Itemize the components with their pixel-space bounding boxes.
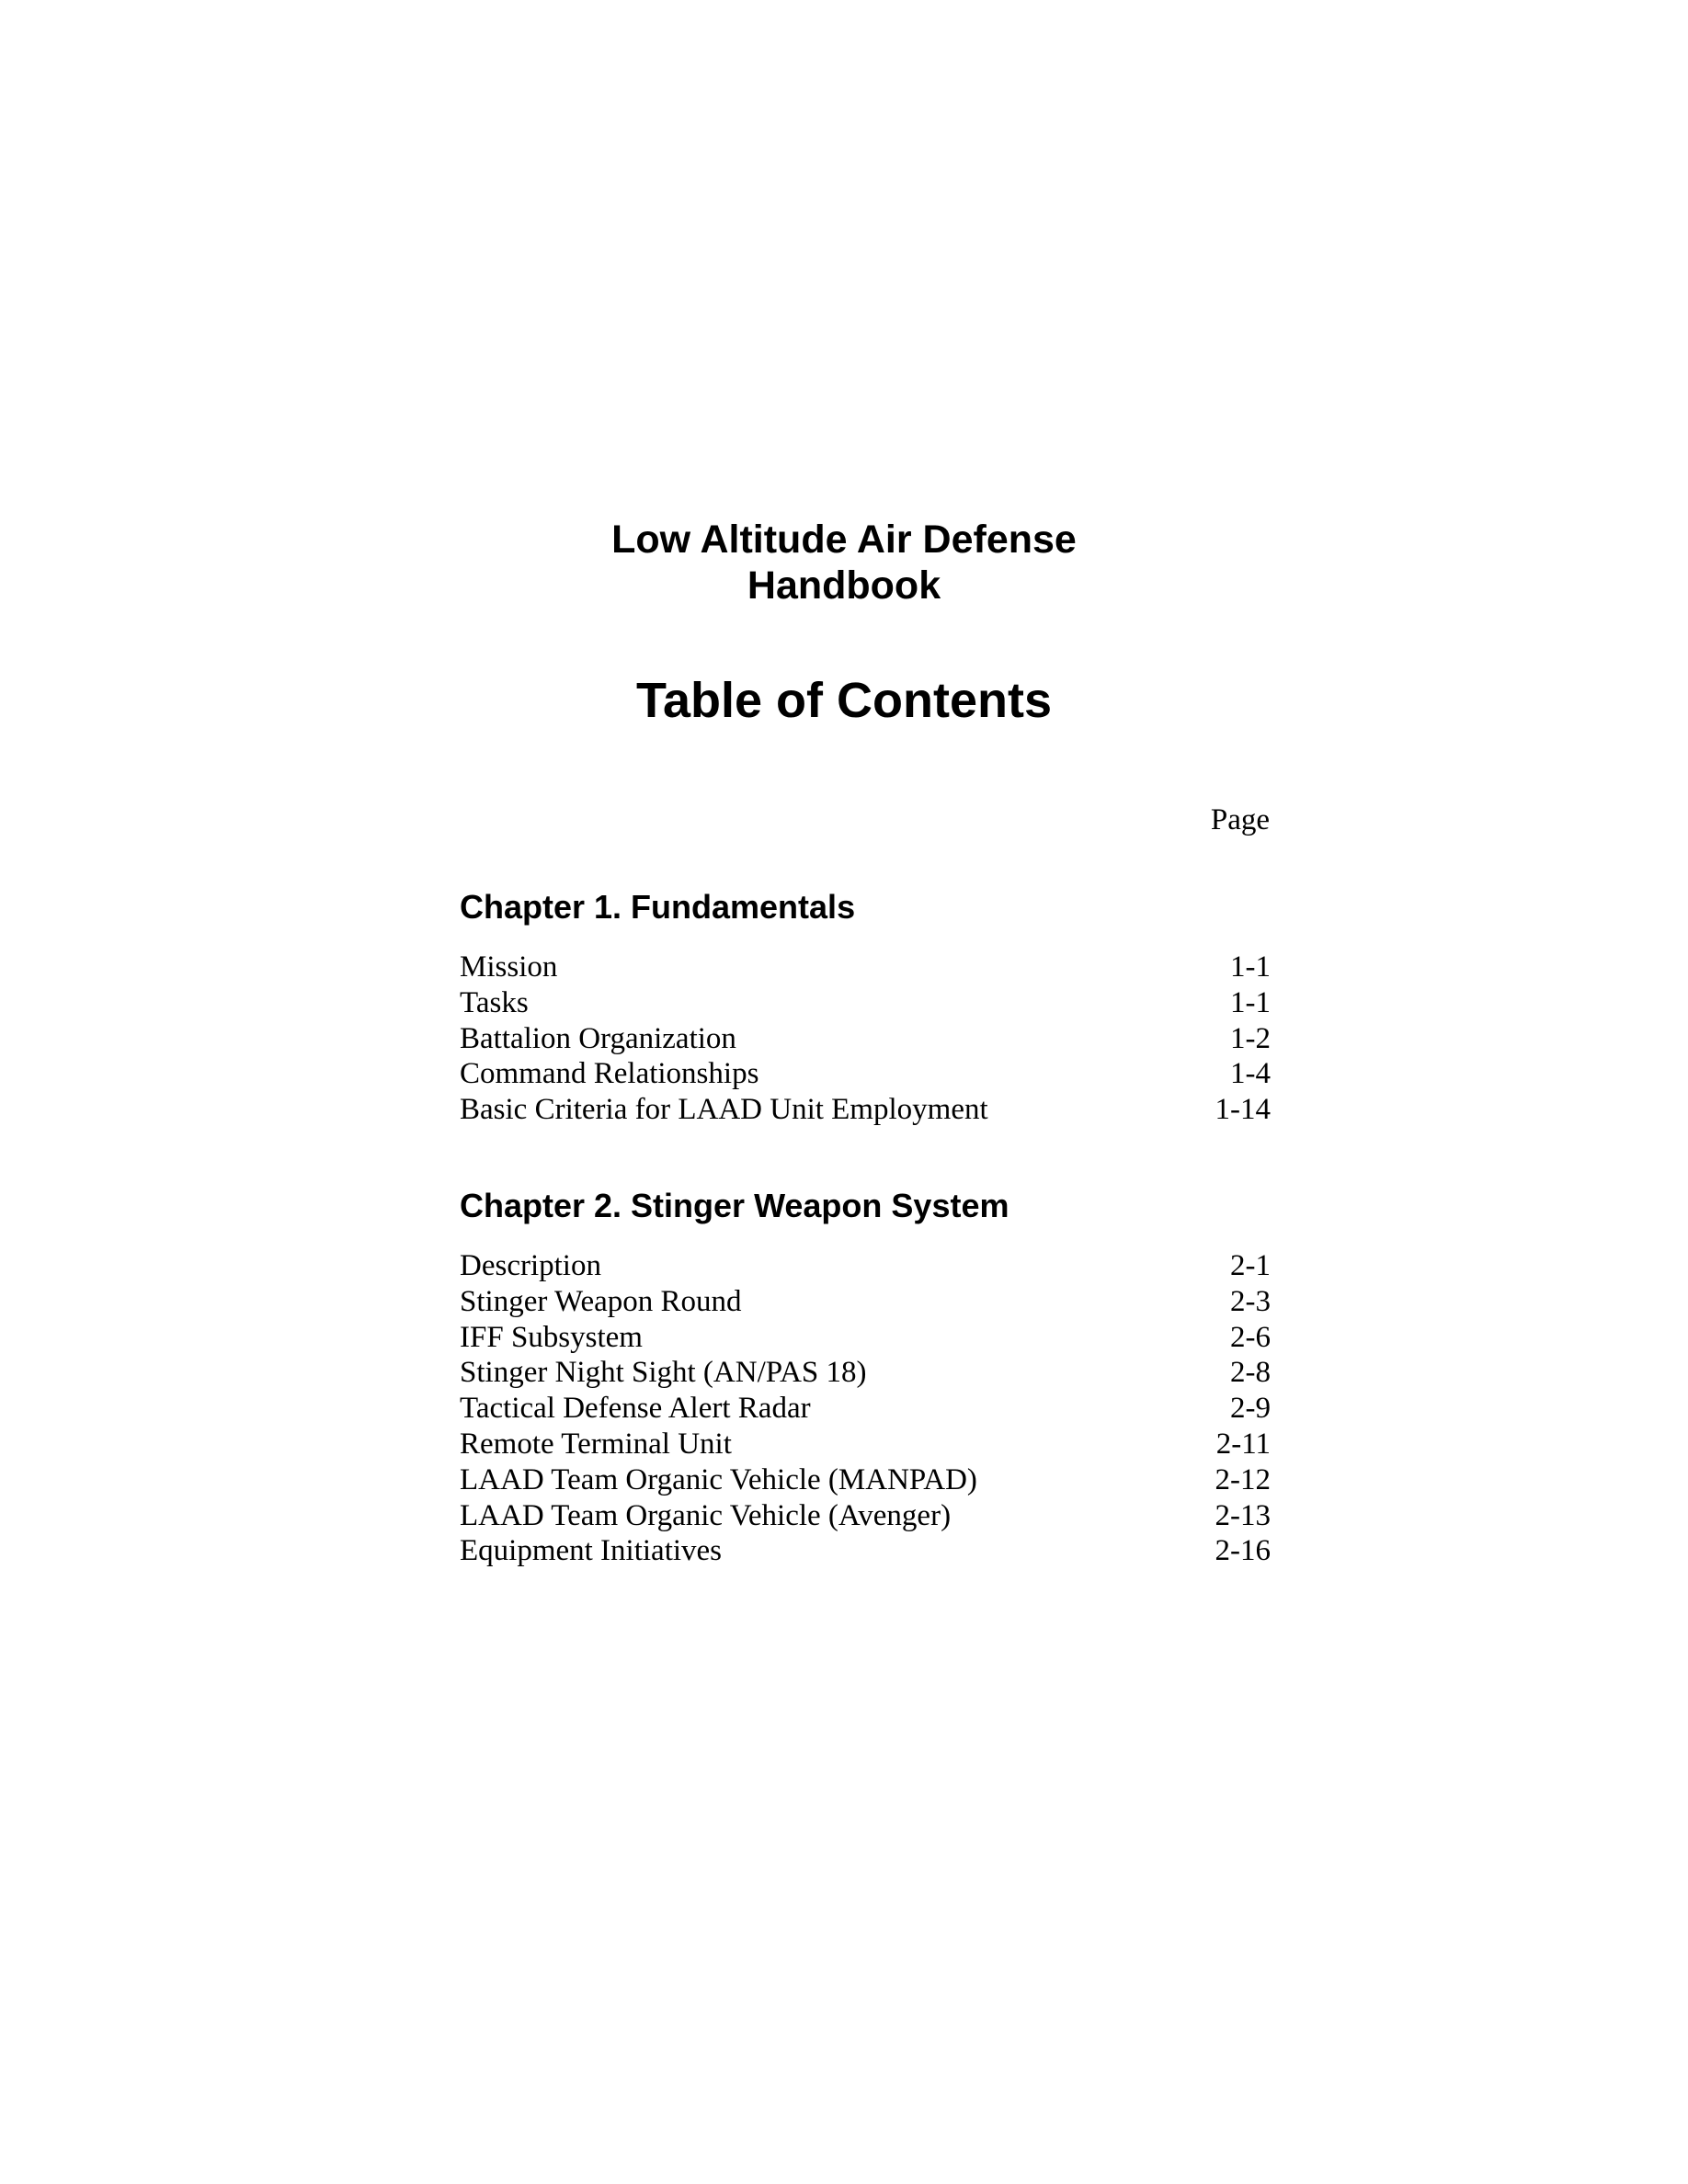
toc-entry[interactable] xyxy=(460,1056,1271,1092)
entry-label: Stinger Weapon Round xyxy=(460,1284,742,1318)
entry-page-number: 2-16 xyxy=(1215,1534,1271,1568)
entry-label: LAAD Team Organic Vehicle (MANPAD) xyxy=(460,1462,977,1496)
entry-label: Battalion Organization xyxy=(460,1021,736,1055)
document-title-line-1: Low Altitude Air Defense xyxy=(611,518,1077,562)
page-column-label: Page xyxy=(1210,803,1270,836)
toc-heading: Table of Contents xyxy=(636,673,1052,728)
entry-page-number: 1-14 xyxy=(1215,1093,1271,1127)
toc-entry[interactable] xyxy=(460,1391,1271,1427)
toc-entry[interactable] xyxy=(460,1427,1271,1462)
toc-entry[interactable] xyxy=(460,1284,1271,1320)
entry-label: Tasks xyxy=(460,985,529,1019)
toc-entry[interactable] xyxy=(460,1248,1271,1284)
toc-entry[interactable] xyxy=(460,1320,1271,1356)
toc-entry[interactable] xyxy=(460,1092,1271,1128)
entry-page-number: 2-12 xyxy=(1215,1462,1271,1496)
chapter-1-section xyxy=(460,887,1271,1128)
entry-page-number: 2-1 xyxy=(1230,1249,1271,1282)
chapter-2-section xyxy=(460,1186,1271,1569)
toc-entry[interactable] xyxy=(460,950,1271,985)
entry-page-number: 1-4 xyxy=(1230,1057,1271,1091)
toc-entry[interactable] xyxy=(460,1355,1271,1391)
entry-page-number: 2-11 xyxy=(1215,1427,1271,1461)
entry-label: Command Relationships xyxy=(460,1057,759,1091)
entry-label: LAAD Team Organic Vehicle (Avenger) xyxy=(460,1498,952,1532)
toc-entry[interactable] xyxy=(460,1533,1271,1569)
entry-label: Tactical Defense Alert Radar xyxy=(460,1392,811,1426)
entry-label: Basic Criteria for LAAD Unit Employment xyxy=(460,1093,988,1127)
entry-page-number: 1-1 xyxy=(1230,985,1271,1019)
entry-label: Equipment Initiatives xyxy=(460,1534,723,1568)
entry-label: Stinger Night Sight (AN/PAS 18) xyxy=(460,1356,867,1390)
entry-page-number: 2-6 xyxy=(1230,1320,1271,1354)
entry-label: Mission xyxy=(460,950,558,984)
entry-label: IFF Subsystem xyxy=(460,1320,643,1354)
entry-page-number: 2-13 xyxy=(1215,1498,1271,1532)
entry-page-number: 1-1 xyxy=(1230,950,1271,984)
entry-label: Description xyxy=(460,1249,601,1282)
toc-entry[interactable] xyxy=(460,1021,1271,1057)
chapter-title: Chapter 2. Stinger Weapon System xyxy=(460,1187,1009,1224)
toc-entry[interactable] xyxy=(460,1498,1271,1534)
toc-entry-list xyxy=(460,1248,1271,1569)
chapter-title: Chapter 1. Fundamentals xyxy=(460,888,856,926)
entry-page-number: 1-2 xyxy=(1230,1021,1271,1055)
document-title-line-2: Handbook xyxy=(747,563,941,608)
entry-page-number: 2-8 xyxy=(1230,1356,1271,1390)
toc-entry[interactable] xyxy=(460,985,1271,1021)
toc-entry-list xyxy=(460,950,1271,1128)
entry-page-number: 2-9 xyxy=(1230,1392,1271,1426)
toc-entry[interactable] xyxy=(460,1462,1271,1498)
entry-page-number: 2-3 xyxy=(1230,1284,1271,1318)
entry-label: Remote Terminal Unit xyxy=(460,1427,732,1461)
